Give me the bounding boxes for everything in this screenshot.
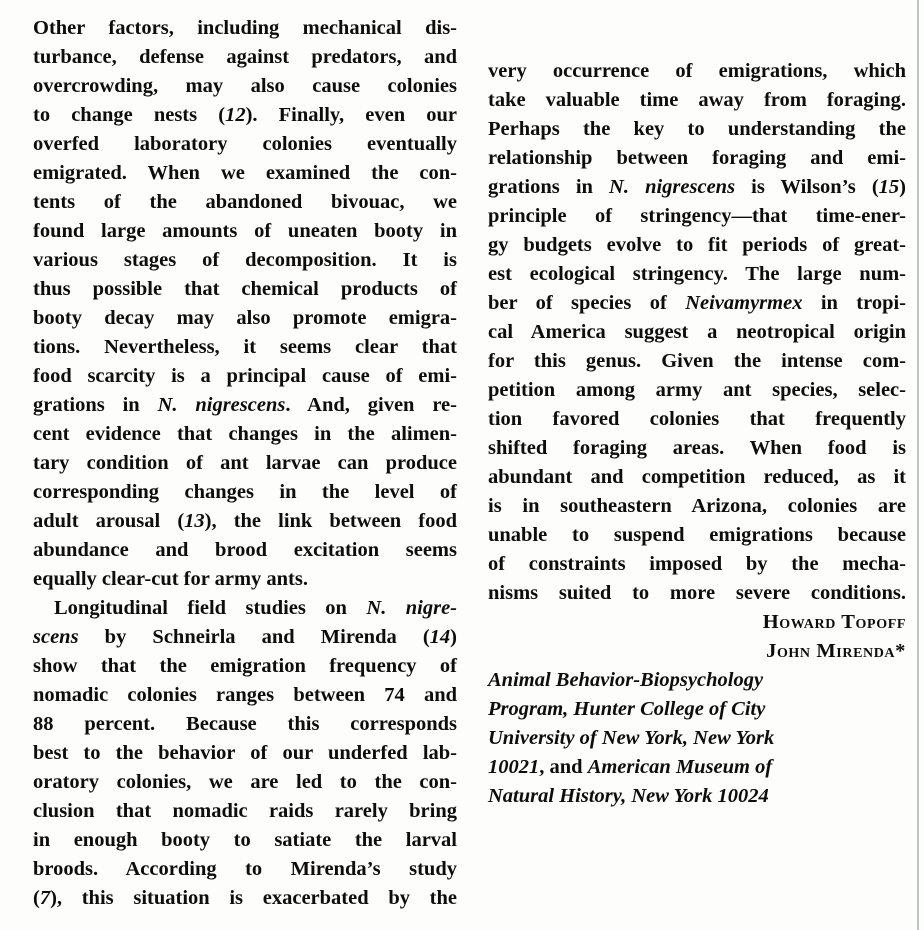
text-segment: ), the link between food [204,510,457,532]
text-segment: overcrowding, may also cause colonies [33,75,457,97]
text-line [33,855,457,884]
text-line [33,623,457,652]
text-line [33,188,457,217]
text-line [33,72,457,101]
text-segment: est ecological stringency. The large num- [488,263,906,285]
text-line [33,826,457,855]
text-segment: is Wilson’s ( [735,176,879,198]
text-segment: in enough booty to satiate the larval [33,829,457,851]
text-line [33,507,457,536]
text-line [33,217,457,246]
text-line [33,420,457,449]
affiliation-line [488,753,906,782]
text-line [488,289,906,318]
text-segment: grations in [33,394,158,416]
italic-text: N. nigre- [366,597,457,619]
author-name [488,608,906,637]
text-line [488,260,906,289]
text-line [33,710,457,739]
text-segment: turbance, defense against predators, and [33,46,457,68]
article-column-right [488,57,906,811]
text-line [33,333,457,362]
text-line [488,347,906,376]
text-segment: tion favored colonies that frequently [488,408,906,430]
italic-text: 10021 [488,756,540,778]
text-segment: various stages of decomposition. It is [33,249,457,271]
text-line [33,768,457,797]
text-line [33,565,457,594]
text-segment: corresponding changes in the level of [33,481,457,503]
italic-text: Program, Hunter College of City [488,698,766,720]
text-line [33,14,457,43]
text-line [33,536,457,565]
text-line [488,115,906,144]
article-column-left [33,14,457,913]
text-segment: ) [450,626,457,648]
text-segment: ) [899,176,906,198]
text-segment: ). Finally, even our [245,104,457,126]
text-line [488,173,906,202]
text-segment: Longitudinal field studies on [54,597,367,619]
text-segment: by Schneirla and Mirenda ( [78,626,430,648]
text-segment: principle of stringency—that time-ener- [488,205,906,227]
italic-text: 12 [225,104,246,126]
text-line [488,579,906,608]
text-line [33,884,457,913]
text-line [488,57,906,86]
text-line [33,797,457,826]
text-line [33,652,457,681]
text-segment: adult arousal ( [33,510,185,532]
text-segment: Howard Topoff [762,611,906,633]
text-segment: shifted foraging areas. When food is [488,437,906,459]
text-line [488,434,906,463]
text-line [33,304,457,333]
text-segment: clusion that nomadic raids rarely bring [33,800,457,822]
text-segment: grations in [488,176,610,198]
text-segment: broods. According to Mirenda’s study [33,858,457,880]
affiliation-line [488,724,906,753]
italic-text: 14 [429,626,451,648]
text-segment: Other factors, including mechanical dis- [33,17,457,39]
italic-text: 15 [878,176,900,198]
text-line [33,101,457,130]
text-line [33,275,457,304]
italic-text: 7 [39,887,51,909]
italic-text: N. nigrescens [157,394,286,416]
text-segment: booty decay may also promote emigra- [33,307,457,329]
text-line [33,594,457,623]
italic-text: American Museum of [587,756,773,778]
text-line [33,681,457,710]
text-segment: take valuable time away from foraging. [488,89,906,111]
text-segment: . And, given re- [285,394,457,416]
text-line [33,362,457,391]
italic-text: Neivamyrmex [685,292,803,314]
text-segment: 88 percent. Because this corresponds [33,713,457,735]
text-line [488,231,906,260]
text-segment: of constraints imposed by the mecha- [488,553,906,575]
text-segment: best to the behavior of our underfed lab- [33,742,457,764]
text-segment: ber of species of [488,292,686,314]
text-line [488,202,906,231]
scan-edge-artifact [917,0,919,930]
text-line [488,492,906,521]
text-line [488,318,906,347]
text-line [488,405,906,434]
text-line [33,130,457,159]
text-line [488,463,906,492]
text-segment: oratory colonies, we are led to the con- [33,771,457,793]
text-segment: abundance and brood excitation seems [33,539,457,561]
text-segment: in tropi- [802,292,907,314]
italic-text: scens [33,626,79,648]
text-segment: tary condition of ant larvae can produce [33,452,457,474]
text-segment: Perhaps the key to understanding the [488,118,906,140]
text-line [33,246,457,275]
text-line [488,521,906,550]
affiliation-line [488,782,906,811]
text-segment: John Mirenda* [766,640,906,662]
italic-text: University of New York, New York [488,727,775,749]
text-segment: thus possible that chemical products of [33,278,457,300]
text-line [33,43,457,72]
text-segment: show that the emigration frequency of [33,655,457,677]
text-line [33,391,457,420]
italic-text: Animal Behavior-Biopsychology [488,669,764,691]
text-segment: ( [33,887,40,909]
italic-text: 13 [184,510,205,532]
text-segment: , and [539,756,588,778]
text-segment: to change nests ( [33,104,226,126]
text-line [488,86,906,115]
text-segment: is in southeastern Arizona, colonies are [488,495,906,517]
text-segment: overfed laboratory colonies eventually [33,133,457,155]
text-segment: tents of the abandoned bivouac, we [33,191,457,213]
text-segment: tions. Nevertheless, it seems clear that [33,336,457,358]
text-segment: emigrated. When we examined the con- [33,162,457,184]
text-line [488,144,906,173]
text-segment: very occurrence of emigrations, which [488,60,906,82]
italic-text: N. nigrescens [609,176,736,198]
text-segment: petition among army ant species, selec- [488,379,906,401]
text-line [33,739,457,768]
affiliation-line [488,695,906,724]
text-segment: unable to suspend emigrations because [488,524,906,546]
text-segment: food scarcity is a principal cause of emi- [33,365,457,387]
text-segment: relationship between foraging and emi- [488,147,906,169]
affiliation-line [488,666,906,695]
text-line [33,449,457,478]
text-segment: equally clear-cut for army ants. [33,568,308,590]
text-line [33,478,457,507]
text-segment: found large amounts of uneaten booty in [33,220,457,242]
text-segment: ), this situation is exacerbated by the [50,887,457,909]
text-segment: abundant and competition reduced, as it [488,466,906,488]
text-line [33,159,457,188]
text-segment: cal America suggest a neotropical origin [488,321,906,343]
text-segment: for this genus. Given the intense com- [488,350,906,372]
text-line [488,550,906,579]
text-line [488,376,906,405]
text-segment: cent evidence that changes in the alimen- [33,423,457,445]
italic-text: Natural History, New York 10024 [488,785,769,807]
text-segment: nisms suited to more severe conditions. [488,582,906,604]
text-segment: nomadic colonies ranges between 74 and [33,684,457,706]
text-segment: gy budgets evolve to fit periods of great- [488,234,906,256]
author-name [488,637,906,666]
